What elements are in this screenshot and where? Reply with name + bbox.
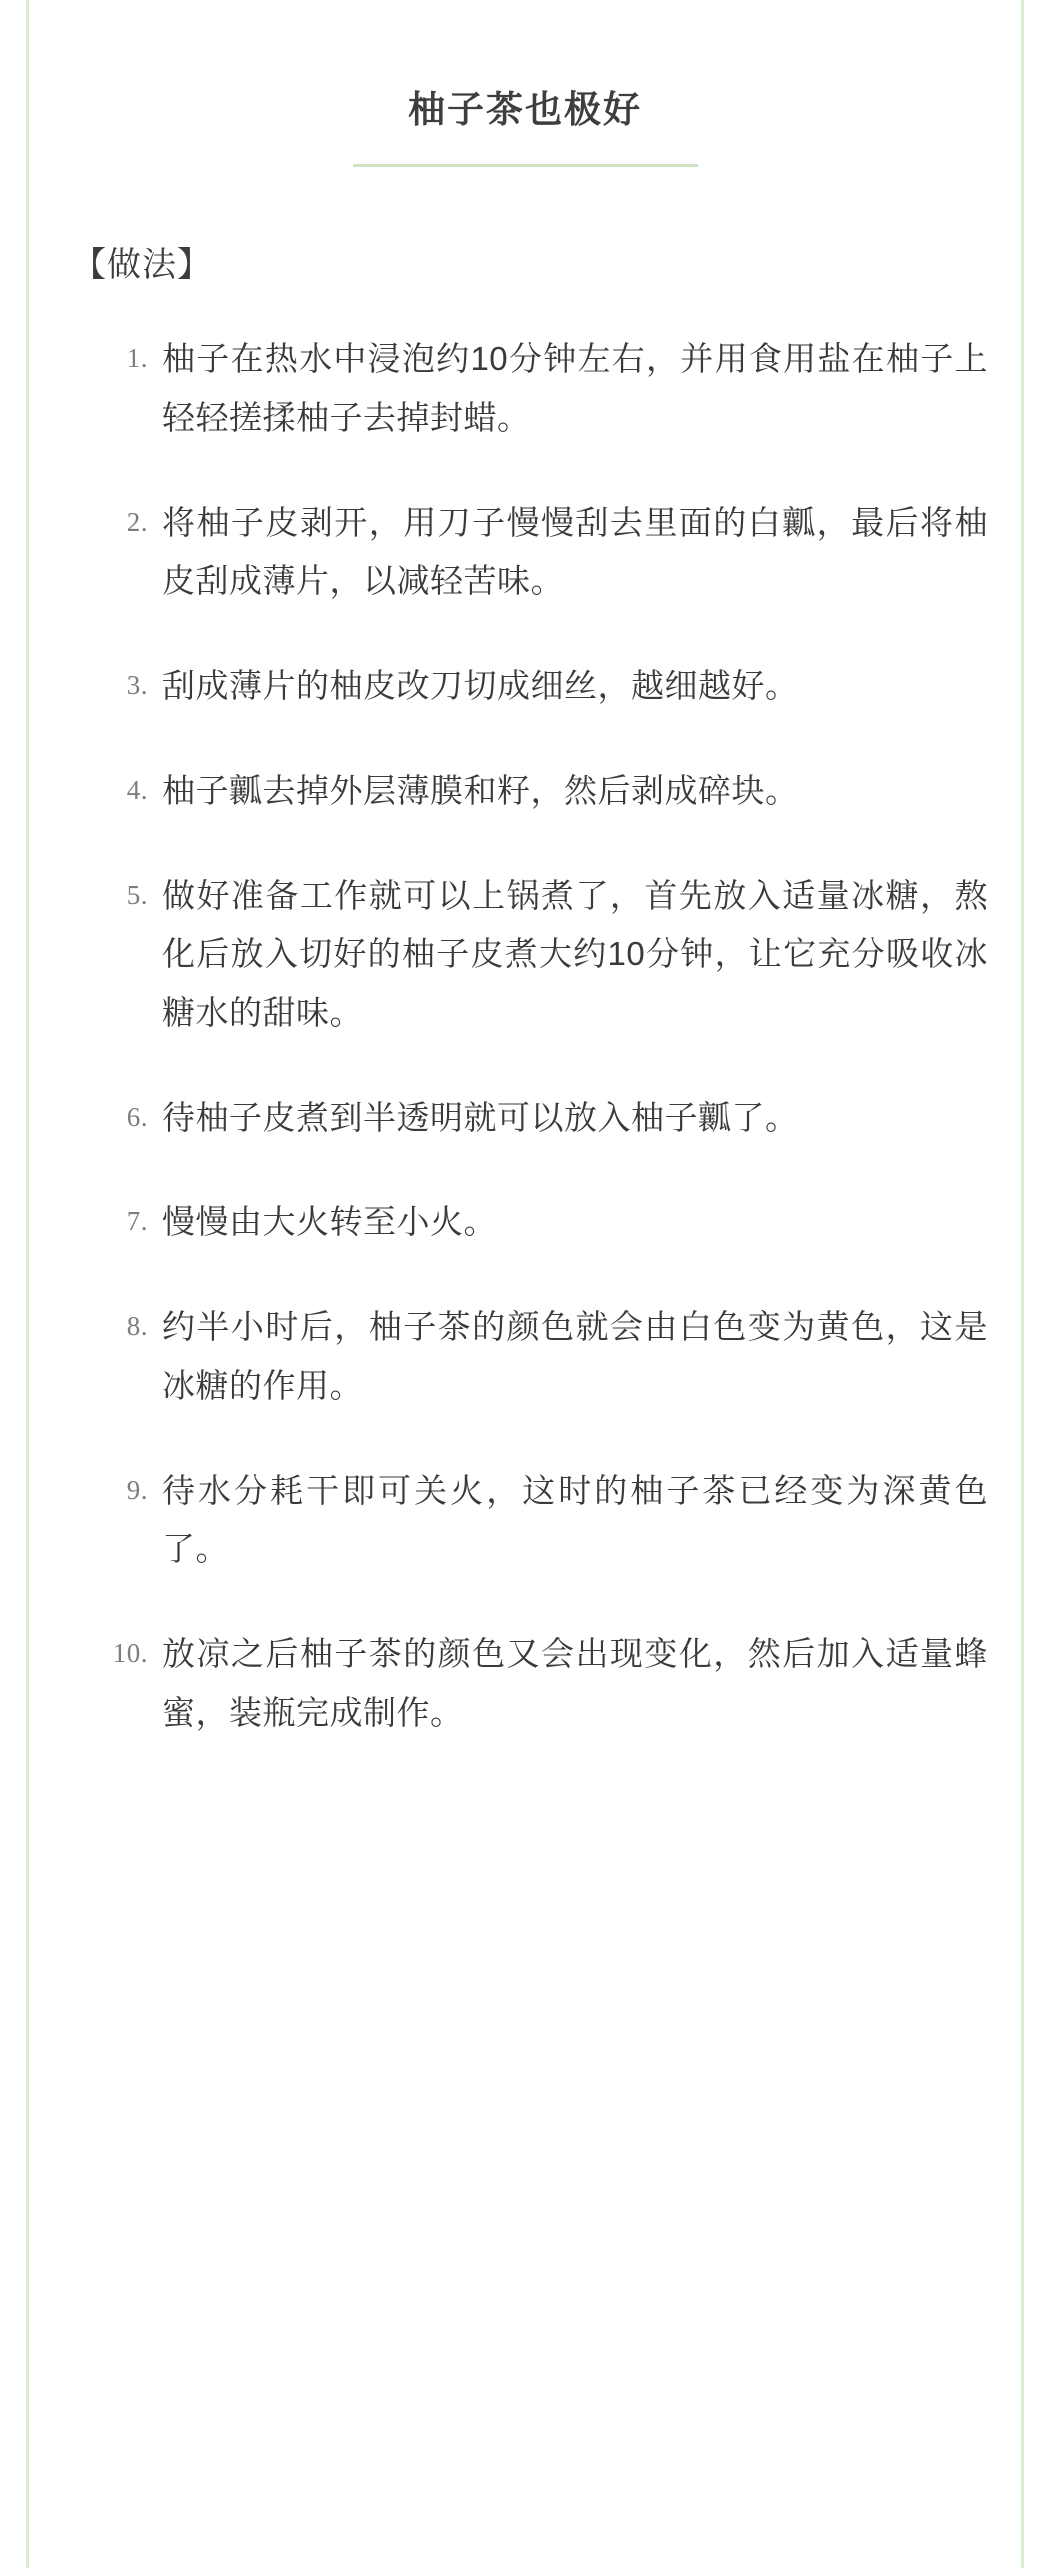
title-underline (353, 164, 698, 167)
list-item: 放凉之后柚子茶的颜色又会出现变化，然后加入适量蜂蜜，装瓶完成制作。 (162, 1635, 988, 1731)
list-item: 刮成薄片的柚皮改刀切成细丝，越细越好。 (162, 667, 799, 705)
steps-list (62, 330, 988, 1742)
list-item: 做好准备工作就可以上锅煮了，首先放入适量冰糖，熬化后放入切好的柚子皮煮大约10分钟，让它充分吸收冰糖水的甜味。 (162, 876, 988, 1031)
list-item: 待柚子皮煮到半透明就可以放入柚子瓤了。 (162, 1098, 799, 1136)
list-item: 柚子瓤去掉外层薄膜和籽，然后剥成碎块。 (162, 771, 799, 809)
list-item: 将柚子皮剥开，用刀子慢慢刮去里面的白瓤，最后将柚皮刮成薄片，以减轻苦味。 (162, 503, 988, 600)
list-item: 柚子在热水中浸泡约10分钟左右，并用食用盐在柚子上轻轻搓揉柚子去掉封蜡。 (162, 340, 988, 436)
list-item: 待水分耗干即可关火，这时的柚子茶已经变为深黄色了。 (162, 1471, 988, 1568)
title-block (62, 60, 988, 167)
section-heading-method: 【做法】 (72, 246, 212, 285)
list-item: 约半小时后，柚子茶的颜色就会由白色变为黄色，这是冰糖的作用。 (162, 1308, 988, 1404)
list-item: 慢慢由大火转至小火。 (162, 1203, 497, 1241)
page-title: 柚子茶也极好 (408, 89, 642, 130)
